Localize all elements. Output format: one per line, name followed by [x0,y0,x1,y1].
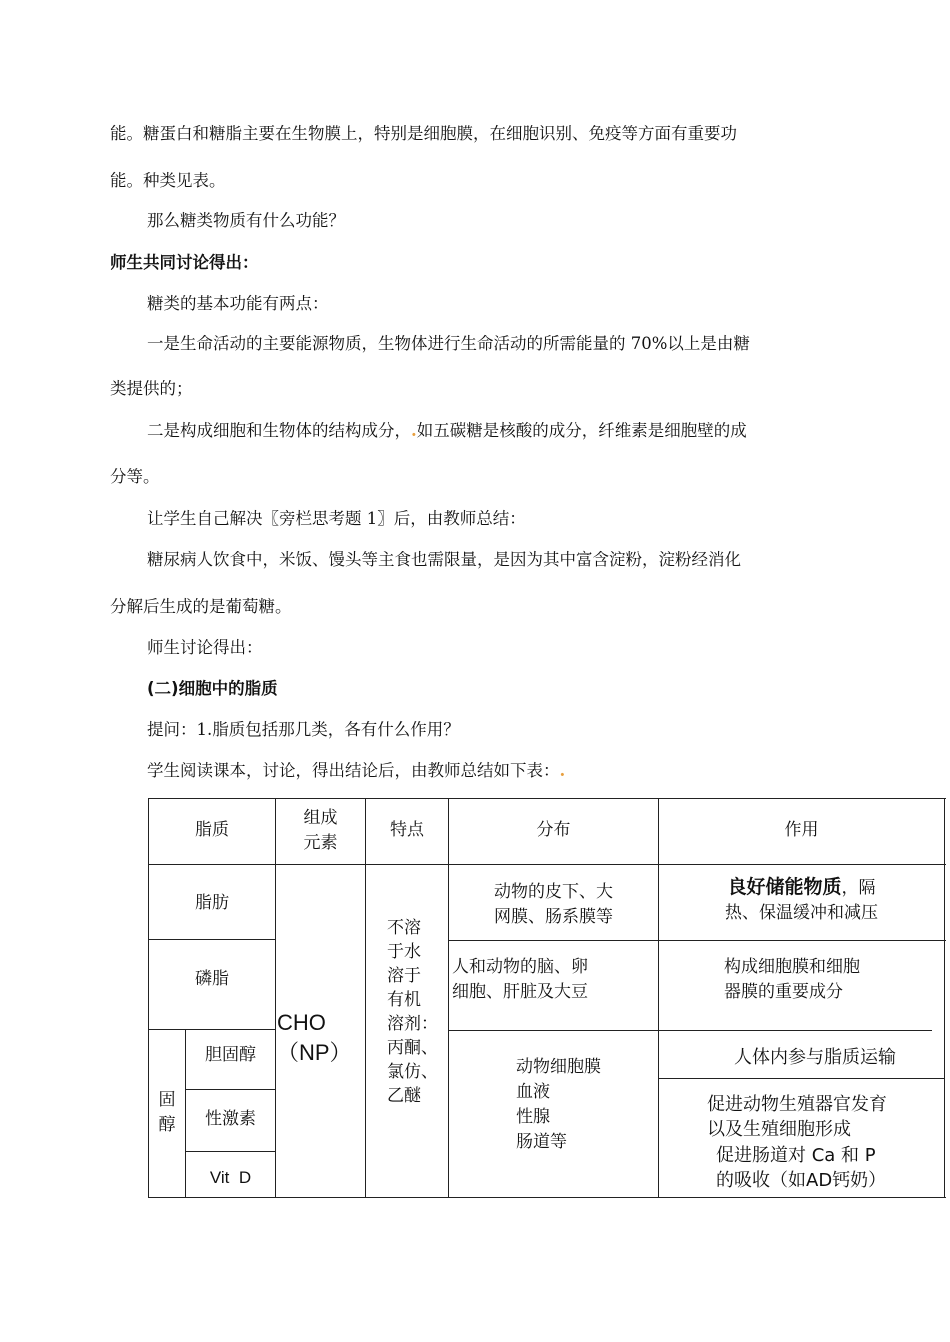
elements-line: CHO [277,1010,326,1035]
sterol-distribution-line: 肠道等 [516,1132,567,1152]
sex-hormone-function-line: 以及生殖细胞形成 [707,1119,851,1140]
paragraph-line: 糖类的基本功能有两点： [147,294,329,313]
header-function: 作用 [784,820,819,840]
table-border [658,798,659,1198]
fat-function-line: 热、保温缓冲和减压 [725,903,878,923]
table-border [365,798,366,1198]
phospholipid-function-line: 构成细胞膜和细胞 [724,957,860,977]
header-lipid: 脂质 [195,820,229,840]
table-border [185,1089,275,1090]
lipid-cholesterol: 胆固醇 [205,1045,256,1065]
header-elements-line: 组成 [303,808,338,828]
header-elements [276,806,365,856]
paragraph-text: 学生阅读课本，讨论，得出结论后，由教师总结如下表： [147,761,560,780]
feature-line: 溶于 [387,966,421,986]
vitamin-d-function [716,1143,944,1193]
phospholipid-distribution-line: 人和动物的脑、卵 [452,957,588,977]
section-heading: 师生共同讨论得出： [110,253,259,272]
paragraph-line: 一是生命活动的主要能源物质，生物体进行生命活动的所需能量的 70%以上是由糖 [147,334,750,353]
sterol-distribution-line: 动物细胞膜 [516,1057,601,1077]
vitamin-d-function-line: 促进肠道对 Ca 和 P [716,1145,876,1166]
fat-distribution-line: 动物的皮下、大 [494,882,613,902]
fat-function [659,875,944,926]
table-border [658,1078,944,1079]
sterol-distribution [516,1055,656,1155]
header-elements-line: 元素 [303,833,338,853]
table-border [448,940,946,941]
section-heading: (二)细胞中的脂质 [147,679,278,698]
table-border [148,939,275,940]
feature-line: 于水 [387,942,421,962]
vitamin-d-function-line: 的吸收（如AD钙奶） [716,1170,887,1191]
fat-distribution-line: 网膜、肠系膜等 [494,907,613,927]
sterol-distribution-line: 血液 [516,1082,550,1102]
lipid-sex-hormone: 性激素 [205,1109,256,1129]
lipid-phospholipid: 磷脂 [195,969,229,989]
sex-hormone-function [707,1092,944,1142]
phospholipid-distribution-line: 细胞、肝脏及大豆 [452,982,588,1002]
feature-line: 不溶 [387,918,421,938]
paragraph-text: 如五碳糖是核酸的成分，纤维素是细胞壁的成 [416,421,747,440]
table-border [185,1151,275,1152]
feature-line: 有机 [387,990,421,1010]
table-border [148,798,149,1198]
table-border [944,798,945,1198]
sterol-group-char: 固 [158,1090,176,1110]
elements-cell [277,1008,365,1068]
paragraph-line: 糖尿病人饮食中，米饭、馒头等主食也需限量，是因为其中富含淀粉，淀粉经消化 [147,550,741,569]
paragraph-line: 让学生自己解决〖旁栏思考题 1〗后，由教师总结： [147,509,526,528]
feature-cell [387,916,449,1108]
paragraph-line: 那么糖类物质有什么功能？ [147,211,345,230]
lipid-vitamin-d: Vit D [209,1168,252,1187]
feature-line: 丙酮、 [387,1038,438,1058]
paragraph-line: 类提供的； [110,379,193,398]
sterol-group-label [149,1088,185,1138]
header-distribution: 分布 [536,820,571,840]
cholesterol-function: 人体内参与脂质运输 [734,1047,896,1068]
elements-line: （NP） [277,1040,352,1065]
paragraph-line: 能。糖蛋白和糖脂主要在生物膜上，特别是细胞膜，在细胞识别、免疫等方面有重要功 [110,124,737,143]
feature-line: 溶剂： [387,1014,438,1034]
sex-hormone-function-line: 促进动物生殖器官发育 [707,1094,887,1115]
fat-function-emphasis: 良好储能物质 [727,876,842,898]
paragraph-text: 二是构成细胞和生物体的结构成分， [147,421,411,440]
phospholipid-function [724,955,939,1005]
table-border [148,798,946,799]
phospholipid-function-line: 器膜的重要成分 [724,982,843,1002]
feature-line: 乙醚 [387,1086,421,1106]
paragraph-line: 提问：1.脂质包括那几类，各有什么作用？ [147,720,460,739]
table-border [148,1197,946,1198]
table-border [448,1030,932,1031]
paragraph-line: 分解后生成的是葡萄糖。 [110,597,292,616]
orange-dot: . [411,421,417,440]
orange-dot: . [559,761,566,780]
table-border [275,798,276,1198]
header-feature: 特点 [390,820,424,840]
fat-function-text: ，隔 [841,878,876,898]
table-border [148,864,946,865]
lipid-fat: 脂肪 [195,893,229,913]
fat-function-line [659,875,944,901]
sterol-distribution-line: 性腺 [516,1107,550,1127]
sterol-group-char: 醇 [158,1115,176,1135]
paragraph-line: 分等。 [110,467,160,486]
fat-distribution [449,880,658,930]
feature-line: 氯仿、 [387,1062,438,1082]
table-border [148,1029,275,1030]
paragraph-line: 能。种类见表。 [110,171,226,190]
phospholipid-distribution [452,955,657,1005]
paragraph-line: 师生讨论得出： [147,638,263,657]
